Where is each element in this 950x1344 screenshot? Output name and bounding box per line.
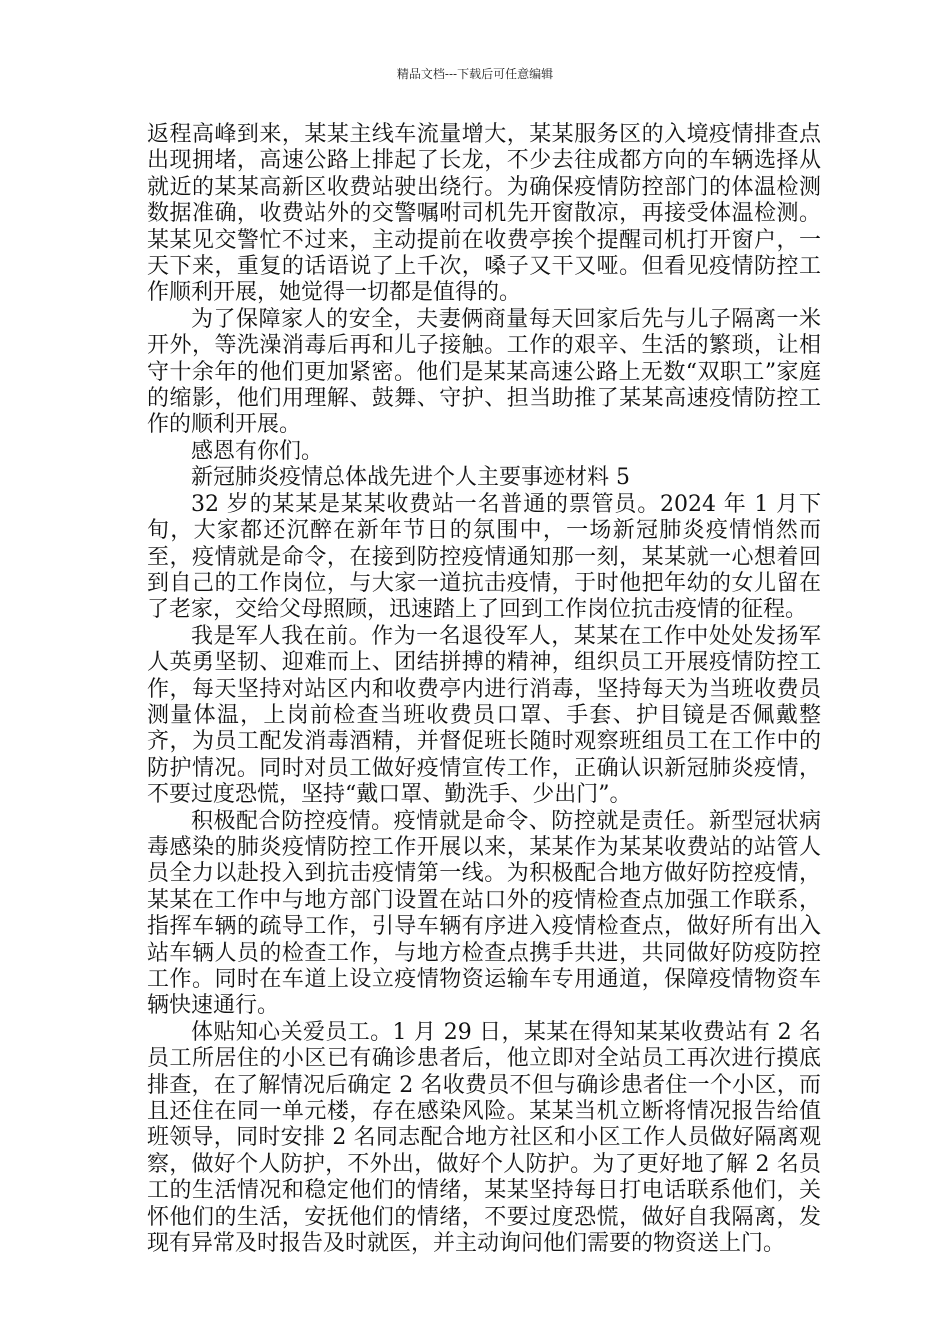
paragraph-6: 积极配合防控疫情。疫情就是命令、防控就是责任。新型冠状病毒感染的肺炎疫情防控工作开展以来，某某作为某某收费站的站管人员全力以赴投入到抗击疫情第一线。为积极配合地方做好防控疫情，某某在工作中与地方部门设置在站口外的疫情检查点加强工作联系，指挥车辆的疏导工作，引导车辆有序进入疫情检查点，做好所有出入站车辆人员的检查工作，与地方检查点携手共进，共同做好防疫防控工作。同时在车道上设立疫情物资运输车专用通道，保障疫情物资车辆快速通行。 [147, 808, 821, 1019]
section-title: 新冠肺炎疫情总体战先进个人主要事迹材料 5 [191, 465, 630, 491]
paragraph-4: 32 岁的某某是某某收费站一名普通的票管员。2024 年 1 月下旬，大家都还沉醉在新年节日的氛围中，一场新冠肺炎疫情悄然而至，疫情就是命令，在接到防控疫情通知那一刻，某某就一心想着回到自己的工作岗位，与大家一道抗击疫情，于时他把年幼的女儿留在了老家，交给父母照顾，迅速踏上了回到工作岗位抗击疫情的征程。 [147, 491, 821, 623]
paragraph-5: 我是军人我在前。作为一名退役军人，某某在工作中处处发扬军人英勇坚韧、迎难而上、团结拼搏的精神，组织员工开展疫情防控工作，每天坚持对站区内和收费亭内进行消毒，坚持每天为当班收费员测量体温，上岗前检查当班收费员口罩、手套、护目镜是否佩戴整齐，为员工配发消毒酒精，并督促班长随时观察班组员工在工作中的防护情况。同时对员工做好疫情宣传工作，正确认识新冠肺炎疫情，不要过度恐慌，坚持“戴口罩、勤洗手、少出门”。 [147, 623, 821, 808]
paragraph-2: 为了保障家人的安全，夫妻俩商量每天回家后先与儿子隔离一米开外，等洗澡消毒后再和儿子接触。工作的艰辛、生活的繁琐，让相守十余年的他们更加紧密。他们是某某高速公路上无数“双职工”家庭的缩影，他们用理解、鼓舞、守护、担当助推了某某高速疫情防控工作的顺利开展。 [147, 306, 821, 438]
paragraph-1: 返程高峰到来，某某主线车流量增大，某某服务区的入境疫情排查点出现拥堵，高速公路上排起了长龙，不少去往成都方向的车辆选择从就近的某某高新区收费站驶出绕行。为确保疫情防控部门的体温检测数据准确，收费站外的交警嘱咐司机先开窗散凉，再接受体温检测。某某见交警忙不过来，主动提前在收费亭挨个提醒司机打开窗户，一天下来，重复的话语说了上千次，嗓子又干又哑。但看见疫情防控工作顺利开展，她觉得一切都是值得的。 [147, 122, 821, 306]
document-body [147, 122, 821, 1257]
paragraph-3: 感恩有你们。 [191, 438, 324, 464]
page-header: 精品文档---下载后可任意编辑 [396, 67, 554, 81]
paragraph-7: 体贴知心关爱员工。1 月 29 日，某某在得知某某收费站有 2 名员工所居住的小区已有确诊患者后，他立即对全站员工再次进行摸底排查，在了解情况后确定 2 名收费员不但与确诊患者住一个小区，而且还住在同一单元楼，存在感染风险。某某当机立断将情况报告给值班领导，同时安排 2 名同志配合地方社区和小区工作人员做好隔离观察，做好个人防护，不外出，做好个人防护。为了更好地了解 2 名员工的生活情况和稳定他们的情绪，某某坚持每日打电话联系他们，关怀他们的生活，安抚他们的情绪，不要过度恐慌，做好自我隔离，发现有异常及时报告及时就医，并主动询问他们需要的物资送上门。 [147, 1019, 821, 1257]
